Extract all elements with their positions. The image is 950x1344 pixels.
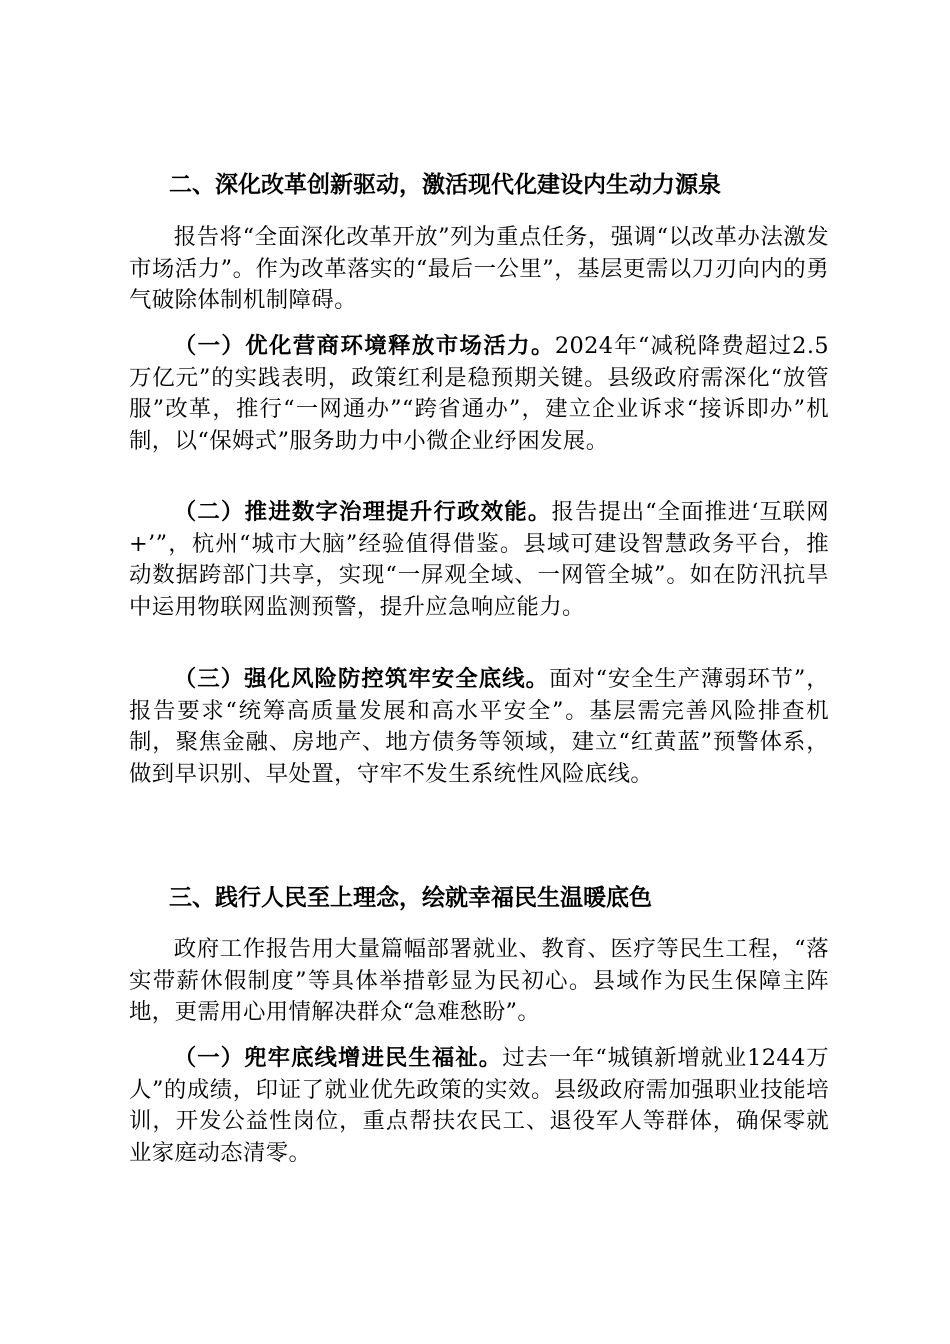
section-3-item-1-paragraph: [129, 1043, 829, 1170]
section-2-item-3-body: 面对“安全生产薄弱环节”，报告要求“统筹高质量发展和高水平安全”。基层需完善风险排查机制，聚焦金融、房地产、地方债务等领域，建立“红黄蓝”预警体系，做到早识别、早处置，守牢不发生系统性风险底线。: [129, 666, 830, 788]
section-3-intro-paragraph: 政府工作报告用大量篇幅部署就业、教育、医疗等民生工程，“落实带薪休假制度”等具体举措彰显为民初心。县域作为民生保障主阵地，更需用心用情解决群众“急难愁盼”。: [129, 936, 829, 1026]
section-2-item-2-paragraph: [129, 497, 829, 624]
section-2-item-2-title: （二）推进数字治理提升行政效能。: [173, 499, 552, 525]
section-2-item-1-paragraph: [129, 331, 829, 458]
section-2-intro-paragraph: 报告将“全面深化改革开放”列为重点任务，强调“以改革办法激发市场活力”。作为改革落实的“最后一公里”，基层更需以刀刃向内的勇气破除体制机制障碍。: [129, 224, 829, 314]
section-2-item-2-body: 报告提出“全面推进‘互联网+’”，杭州“城市大脑”经验值得借鉴。县域可建设智慧政务平台，推动数据跨部门共享，实现“一屏观全域、一网管全城”。如在防汛抗旱中运用物联网监测预警，提升应急响应能力。: [129, 499, 829, 621]
section-2-item-3-paragraph: [129, 664, 829, 791]
section-heading-3: 三、践行人民至上理念，绘就幸福民生温暖底色: [169, 885, 652, 911]
section-2-item-1-body: 2024年“减税降费超过2.5万亿元”的实践表明，政策红利是稳预期关键。县级政府需深化“放管服”改革，推行“一网通办”“跨省通办”，建立企业诉求“接诉即办”机制，以“保姆式”服务助力中小微企业纾困发展。: [129, 333, 829, 455]
section-heading-2: 二、深化改革创新驱动，激活现代化建设内生动力源泉: [169, 172, 721, 198]
section-2-item-1-title: （一）优化营商环境释放市场活力。: [173, 333, 555, 359]
section-3-item-1-title: （一）兜牢底线增进民生福祉。: [173, 1045, 503, 1071]
section-3-item-1-body: 过去一年“城镇新增就业1244万人”的成绩，印证了就业优先政策的实效。县级政府需加强职业技能培训，开发公益性岗位，重点帮扶农民工、退役军人等群体，确保零就业家庭动态清零。: [129, 1045, 829, 1167]
section-2-item-3-title: （三）强化风险防控筑牢安全底线。: [173, 666, 550, 692]
